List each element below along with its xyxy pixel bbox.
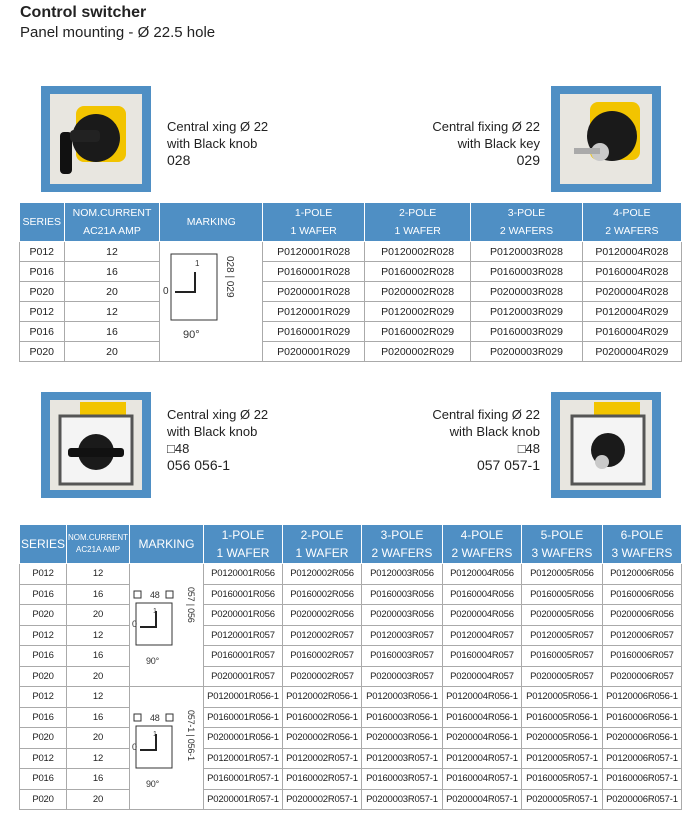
table-cell: 16 [64,262,160,282]
table-cell: 16 [67,707,130,728]
table-cell: P0200002R028 [365,282,471,302]
table-cell: P0120003R056 [362,564,443,585]
table-cell: P0160005R056 [521,584,602,605]
table-cell: P020 [20,282,65,302]
table-cell: P0160002R028 [365,262,471,282]
table-cell: P0160002R029 [365,322,471,342]
table-cell: P0200006R056-1 [602,728,681,749]
caption-028: Central xing Ø 22 with Black knob 028 [167,119,269,168]
table-cell: P0120004R029 [582,302,681,322]
col-1-pole: 1-POLE 1 WAFER [203,525,282,564]
table-cell: P020 [20,728,67,749]
col-1-pole: 1-POLE 1 WAFER [263,203,365,242]
table-cell: P0120002R057 [282,625,361,646]
table-cell: P0200006R057-1 [602,789,681,810]
table-cell: P0200002R029 [365,342,471,362]
table-cell: P0160003R029 [471,322,582,342]
table-row [20,564,682,585]
table-cell: P0120002R057-1 [282,748,361,769]
product-photo-056 [41,392,151,498]
marking-vertical-label: 057 | 056 [186,586,197,623]
col-nom-current: NOM.CURRENT AC21A AMP [64,203,160,242]
table-cell: P0160001R057 [203,646,282,667]
product-photo-028 [41,86,151,192]
table-cell: P0200001R057-1 [203,789,282,810]
marking-size-label: 48 [150,589,161,600]
table-cell: P0120005R056 [521,564,602,585]
table-cell: 16 [67,646,130,667]
table-cell: P0120001R057 [203,625,282,646]
svg-text:1: 1 [153,607,158,615]
table-cell: P0200004R056-1 [442,728,521,749]
table-cell: P0200004R057 [442,666,521,687]
table-cell: P0120002R028 [365,242,471,262]
table-cell: P0160005R057-1 [521,769,602,790]
table-cell: P0160004R029 [582,322,681,342]
table-header-row [20,203,682,242]
table-cell: P0200003R057-1 [362,789,443,810]
black-knob-switch-icon [50,94,142,183]
table-cell: P0160001R056 [203,584,282,605]
table-cell: P0120005R057 [521,625,602,646]
table-cell: P016 [20,262,65,282]
table-row [20,302,682,322]
table-cell: P0160006R057-1 [602,769,681,790]
page-title: Control switcher [20,4,147,21]
table-cell: 20 [67,666,130,687]
table-cell: P0200003R028 [471,282,582,302]
col-4-pole: 4-POLE 2 WAFERS [582,203,681,242]
table-cell: P016 [20,707,67,728]
table-cell: P020 [20,789,67,810]
table-cell: P0200005R056-1 [521,728,602,749]
table-cell: P0120004R057 [442,625,521,646]
table-cell: P0120006R057 [602,625,681,646]
table-cell: 20 [67,728,130,749]
table-row [20,342,682,362]
table-cell: P0200006R056 [602,605,681,626]
col-3-pole: 3-POLE 2 WAFERS [471,203,582,242]
table-cell: P0120005R056-1 [521,687,602,708]
table-cell: P0200004R056 [442,605,521,626]
table-cell: P0160001R029 [263,322,365,342]
table-cell: P0160002R056-1 [282,707,361,728]
table-cell: P0160002R057-1 [282,769,361,790]
key-switch-icon [560,94,652,183]
caption-029: Central fixing Ø 22 with Black key 029 [432,119,540,168]
table-cell: 12 [67,564,130,585]
table-cell: P0160004R056 [442,584,521,605]
table-cell: P012 [20,242,65,262]
col-4-pole: 4-POLE 2 WAFERS [442,525,521,564]
col-2-pole: 2-POLE 1 WAFER [365,203,471,242]
table-cell: P0200004R029 [582,342,681,362]
table-cell: P0200002R056-1 [282,728,361,749]
table-cell: 16 [64,322,160,342]
table-cell: P0160006R056-1 [602,707,681,728]
table-cell: P0200001R028 [263,282,365,302]
table-cell: P0120001R056 [203,564,282,585]
marking-cell [130,687,204,810]
table-cell: 20 [64,282,160,302]
marking-vertical-label: 057-1 | 056-1 [186,709,197,761]
table-cell: 12 [64,242,160,262]
table-cell: 12 [67,687,130,708]
table-cell: P0200001R056 [203,605,282,626]
table-cell: P0160003R056 [362,584,443,605]
table-cell: P0160004R057 [442,646,521,667]
col-series: SERIES [20,525,67,564]
table-row [20,242,682,262]
table-row [20,748,682,769]
table-row [20,605,682,626]
table-cell: 12 [67,625,130,646]
table-row [20,728,682,749]
table-cell: P016 [20,646,67,667]
table-cell: P0160003R028 [471,262,582,282]
switch-marking-diagram [161,242,261,358]
table-cell: P0200002R057-1 [282,789,361,810]
svg-text:0: 0 [132,618,138,629]
marking-angle-label: 90° [146,778,160,789]
col-2-pole: 2-POLE 1 WAFER [282,525,361,564]
table-cell: P0120003R029 [471,302,582,322]
table-cell: P0160006R057 [602,646,681,667]
table-cell: P016 [20,769,67,790]
table-cell: P0120002R056 [282,564,361,585]
table-cell: P0120006R057-1 [602,748,681,769]
table-cell: P020 [20,666,67,687]
caption-056: Central xing Ø 22 with Black knob □48 056 056-1 [167,407,269,473]
table-row [20,584,682,605]
svg-text:0: 0 [163,286,169,297]
table-row [20,262,682,282]
square-plate-key-switch-icon [560,400,652,489]
table-cell: 20 [67,605,130,626]
table-row [20,322,682,342]
marking-size-label: 48 [150,712,161,723]
table-header-row [20,525,682,564]
table-cell: P020 [20,605,67,626]
table-056-057 [19,524,682,810]
table-cell: P0200003R056 [362,605,443,626]
table-cell: P0120001R029 [263,302,365,322]
marking-cell [160,242,263,362]
table-cell: P0160005R056-1 [521,707,602,728]
square-plate-knob-switch-icon [50,400,142,489]
table-cell: 12 [67,748,130,769]
table-cell: P0160003R057 [362,646,443,667]
switch-marking-diagram [130,569,202,679]
table-cell: P0200005R057-1 [521,789,602,810]
table-row [20,687,682,708]
table-cell: P0160005R057 [521,646,602,667]
table-cell: P0200003R057 [362,666,443,687]
table-cell: P0120004R056 [442,564,521,585]
product-photo-057 [551,392,661,498]
col-3-pole: 3-POLE 2 WAFERS [362,525,443,564]
table-cell: 20 [67,789,130,810]
table-cell: P0120003R056-1 [362,687,443,708]
table-cell: P0120004R056-1 [442,687,521,708]
table-cell: P0120002R056-1 [282,687,361,708]
table-cell: P0200005R057 [521,666,602,687]
marking-angle-label: 90° [183,329,200,341]
page-subtitle: Panel mounting - Ø 22.5 hole [20,24,216,41]
table-cell: P0200001R056-1 [203,728,282,749]
table-cell: P0120004R028 [582,242,681,262]
table-cell: 12 [64,302,160,322]
table-cell: P016 [20,322,65,342]
table-cell: P020 [20,342,65,362]
product-photo-029 [551,86,661,192]
table-cell: P0120002R029 [365,302,471,322]
table-cell: P0160001R028 [263,262,365,282]
table-cell: P0160003R057-1 [362,769,443,790]
table-cell: P0160006R056 [602,584,681,605]
table-cell: P0160001R057-1 [203,769,282,790]
col-nom-current: NOM.CURRENT AC21A AMP [67,525,130,564]
table-cell: P0200001R029 [263,342,365,362]
table-cell: 16 [67,769,130,790]
table-cell: P012 [20,625,67,646]
table-cell: P0120005R057-1 [521,748,602,769]
svg-text:1: 1 [153,730,158,738]
table-cell: P0120003R057 [362,625,443,646]
table-row [20,789,682,810]
table-cell: P0160001R056-1 [203,707,282,728]
table-cell: P0120001R056-1 [203,687,282,708]
table-cell: P0200003R029 [471,342,582,362]
col-marking: MARKING [160,203,263,242]
table-cell: P0200005R056 [521,605,602,626]
table-row [20,282,682,302]
table-cell: P0200002R056 [282,605,361,626]
table-cell: P0120006R056 [602,564,681,585]
table-row [20,625,682,646]
table-cell: P0200004R057-1 [442,789,521,810]
table-cell: P0160002R057 [282,646,361,667]
table-row [20,646,682,667]
table-cell: 20 [64,342,160,362]
table-cell: P0200004R028 [582,282,681,302]
table-cell: P0160003R056-1 [362,707,443,728]
table-cell: P0160004R057-1 [442,769,521,790]
marking-cell [130,564,204,687]
svg-text:1: 1 [195,259,200,268]
table-row [20,666,682,687]
table-cell: P0120003R028 [471,242,582,262]
table-cell: 16 [67,584,130,605]
table-row [20,769,682,790]
table-cell: P0200003R056-1 [362,728,443,749]
table-cell: P0200006R057 [602,666,681,687]
table-cell: P0120004R057-1 [442,748,521,769]
table-cell: P0120003R057-1 [362,748,443,769]
marking-angle-label: 90° [146,655,160,666]
caption-057: Central fixing Ø 22 with Black knob □48 057 057-1 [432,407,540,473]
table-cell: P0120001R057-1 [203,748,282,769]
switch-marking-diagram [130,692,202,802]
table-cell: P012 [20,687,67,708]
table-cell: P0120001R028 [263,242,365,262]
svg-text:0: 0 [132,741,138,752]
col-series: SERIES [20,203,65,242]
table-cell: P0160004R028 [582,262,681,282]
table-cell: P0200002R057 [282,666,361,687]
table-cell: P012 [20,564,67,585]
table-028-029 [19,202,682,362]
col-marking: MARKING [130,525,204,564]
table-cell: P012 [20,748,67,769]
col-5-pole: 5-POLE 3 WAFERS [521,525,602,564]
table-cell: P012 [20,302,65,322]
table-cell: P0160004R056-1 [442,707,521,728]
table-cell: P0160002R056 [282,584,361,605]
marking-vertical-label: 028 | 029 [224,256,236,298]
col-6-pole: 6-POLE 3 WAFERS [602,525,681,564]
table-cell: P0200001R057 [203,666,282,687]
table-cell: P016 [20,584,67,605]
table-row [20,707,682,728]
table-cell: P0120006R056-1 [602,687,681,708]
